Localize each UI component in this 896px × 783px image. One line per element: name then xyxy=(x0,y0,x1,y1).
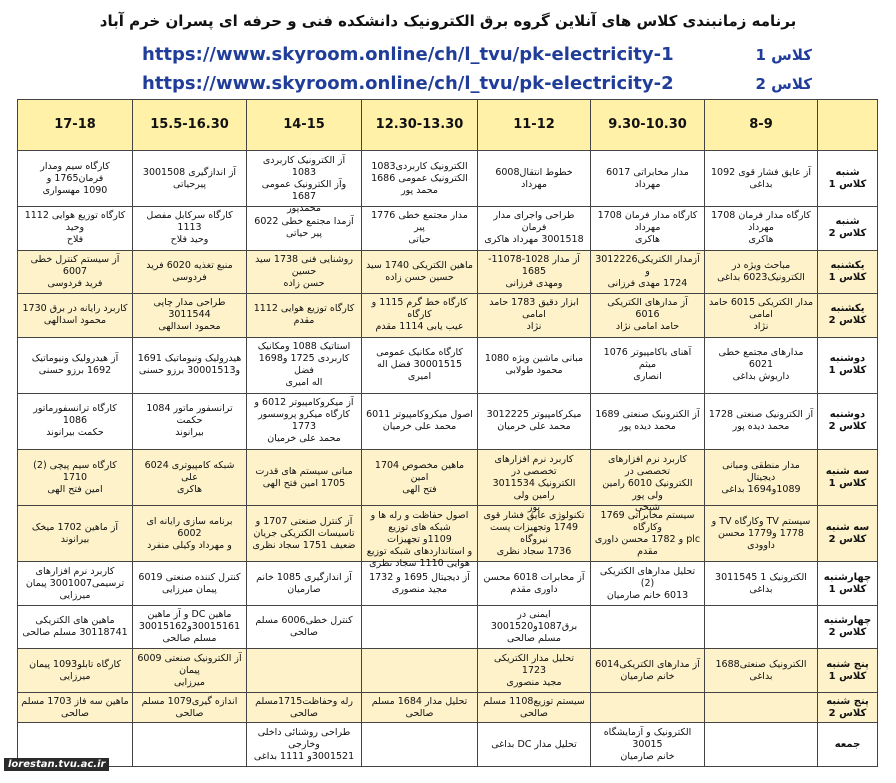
schedule-cell xyxy=(478,250,591,293)
schedule-cell xyxy=(133,649,247,692)
schedule-cell xyxy=(247,605,362,648)
schedule-cell xyxy=(362,294,478,337)
header-time-slot: 17-18 xyxy=(18,100,133,151)
course-text: خطوط انتقال6008 مهرداد xyxy=(495,166,573,190)
course-text: کارگاه سرکابل مفصل 1113 وحید فلاح xyxy=(146,210,233,246)
header-corner xyxy=(818,100,878,151)
schedule-cell xyxy=(247,562,362,605)
schedule-cell xyxy=(362,605,478,648)
course-text: کارگاه توزیع هوایی 1112 وحید فلاح xyxy=(24,210,126,246)
course-text: آز عایق فشار قوی 1092 بداغی xyxy=(710,166,811,190)
course-text: مدار مخابراتی 6017 مهرداد xyxy=(606,166,689,190)
schedule-cell xyxy=(247,393,362,449)
table-body xyxy=(18,151,878,767)
schedule-cell xyxy=(247,649,362,692)
course-text: تحلیل مدارهای الکتریکی (2) 6013 خانم صارمیان xyxy=(599,565,696,601)
schedule-cell xyxy=(478,605,591,648)
course-text: آز دیجیتال 1695 و 1732 مجید منصوری xyxy=(369,571,470,595)
course-text: مدار منطقی ومبانی دیجیتال 1089و1694 بداغی xyxy=(721,459,801,495)
course-text: ماهین سه فاز 1703 مسلم صالحی xyxy=(21,695,129,719)
course-text: کارگاه ترانسفورماتور 1086 حکمت بیرانوند xyxy=(33,403,117,439)
course-text: آز کنترل صنعتی 1707 و تاسیسات الکتریکی جریان ضعیف 1751 سجاد نظری xyxy=(252,515,356,551)
schedule-cell xyxy=(133,337,247,393)
schedule-cell xyxy=(478,207,591,250)
course-text: مباحث ویژه در الکترونیک6023 بداغی xyxy=(717,259,805,283)
schedule-cell xyxy=(478,449,591,513)
day-label: شنبه کلاس 1 xyxy=(818,151,878,207)
course-text: ماهین DC و آز ماهین 30015161و30015162 مسلم صالحی xyxy=(138,609,241,645)
course-text: کاربرد نرم افزارهای تخصصی در الکترونیک 6010 رامین ولی پور شیخی xyxy=(602,453,693,513)
schedule-cell xyxy=(591,649,705,692)
header-time-slot: 12.30-13.30 xyxy=(362,100,478,151)
course-text: اصول حفاظت و رله ها و شبکه های توزیع 1109و تجهیزات و استانداردهای شبکه توزیع هوایی 1110 سجاد نظری xyxy=(366,509,473,569)
course-text: کارگاه سیم پیچی (2) 1710 امین فتح الهی xyxy=(33,459,117,495)
schedule-row xyxy=(18,449,878,505)
header-time-slot: 8-9 xyxy=(705,100,818,151)
course-text: میکرکامپیوتر 3012225 محمد علی خرمیان xyxy=(486,409,582,433)
schedule-table xyxy=(17,99,878,767)
course-text: آزمدا مجتمع خطی 6022 پیر حیاتی xyxy=(254,216,354,240)
schedule-cell xyxy=(591,449,705,513)
schedule-cell xyxy=(591,337,705,393)
schedule-cell xyxy=(591,723,705,767)
day-label: سه شنبه کلاس 2 xyxy=(818,506,878,562)
course-text: ایمنی در برق1087و3001520 مسلم صالحی xyxy=(490,609,578,645)
schedule-cell xyxy=(591,393,705,449)
schedule-cell xyxy=(247,151,362,214)
course-text: آز میکروکامپیوتر 6012 و کارگاه میکرو پروسسور 1773 محمد علی خرمیان xyxy=(254,397,354,445)
schedule-cell xyxy=(591,605,705,648)
schedule-cell xyxy=(591,151,705,207)
schedule-cell xyxy=(591,692,705,723)
class-2-label: کلاس 2 xyxy=(755,75,812,93)
schedule-row xyxy=(18,649,878,692)
course-text: تکنولوژی عایق فشار قوی 1749 وتجهیزات پست نیروگاه 1736 سجاد نظری xyxy=(483,509,585,557)
course-text: آز مدارهای الکتریکی6014 خانم صارمیان xyxy=(595,658,700,682)
header-time-slot: 14-15 xyxy=(247,100,362,151)
course-text: کارگاه تابلو1093 پیمان میرزایی xyxy=(29,658,121,682)
course-text: برنامه سازی رایانه ای 6002 و مهرداد وکیلی منفرد xyxy=(146,515,233,551)
schedule-cell xyxy=(133,605,247,648)
schedule-cell xyxy=(18,250,133,293)
course-text: آز الکترونیک صنعتی 1728 محمد دیده پور xyxy=(708,409,814,433)
course-text: آز مدارهای الکتریکی 6016 حامد امامی نژاد xyxy=(607,297,688,333)
schedule-cell xyxy=(247,506,362,562)
schedule-cell xyxy=(478,337,591,393)
schedule-cell xyxy=(133,393,247,449)
course-text: مبانی سیستم های قدرت 1705 امین فتح الهی xyxy=(255,465,353,489)
schedule-cell xyxy=(478,294,591,337)
schedule-cell xyxy=(133,207,247,250)
schedule-cell xyxy=(705,337,818,393)
site-watermark: lorestan.tvu.ac.ir xyxy=(4,758,109,771)
schedule-cell xyxy=(705,506,818,562)
course-text: آز ماهین 1702 میخک بیرانوند xyxy=(31,521,119,545)
course-text: طراحی واجرای مدار فرمان 3001518 مهرداد هاکری xyxy=(484,210,584,246)
schedule-cell xyxy=(705,605,818,648)
class-1-link[interactable]: https://www.skyroom.online/ch/l_tvu/pk-electricity-1 xyxy=(142,44,674,65)
schedule-cell xyxy=(247,449,362,505)
course-text: تحلیل مدار DC بداغی xyxy=(491,738,577,750)
schedule-cell xyxy=(18,692,133,723)
course-text: کارگاه خط گرم 1115 و کارگاه عیب یابی 1114 مقدم xyxy=(371,297,468,333)
schedule-cell xyxy=(133,506,247,562)
schedule-cell xyxy=(362,449,478,505)
schedule-cell xyxy=(362,250,478,293)
schedule-row xyxy=(18,692,878,723)
schedule-row xyxy=(18,723,878,767)
schedule-cell xyxy=(133,250,247,293)
schedule-cell xyxy=(705,151,818,207)
schedule-cell xyxy=(478,649,591,692)
schedule-cell xyxy=(478,692,591,723)
schedule-cell xyxy=(591,562,705,605)
course-text: منبع تغذیه 6020 فرید فردوسی xyxy=(146,259,233,283)
day-label: چهارشنبه کلاس 2 xyxy=(818,605,878,648)
course-text: کارگاه سیم ومدار فرمان1765 و 1090 مهسواری xyxy=(40,160,110,196)
schedule-cell xyxy=(247,337,362,393)
schedule-cell xyxy=(362,649,478,692)
schedule-cell xyxy=(362,337,478,393)
schedule-cell xyxy=(247,692,362,723)
schedule-cell xyxy=(18,506,133,562)
course-text: اندازه گیری1079 مسلم صالحی xyxy=(141,695,238,719)
course-text: کاربرد نرم افزارهای ترسیمی3001007 پیمان میرزایی xyxy=(25,565,125,601)
schedule-cell xyxy=(705,562,818,605)
course-text: الکترونیک 1 3011545 بداغی xyxy=(715,571,807,595)
schedule-cell xyxy=(591,294,705,337)
course-text: سیستم توزیع1108 مسلم صالحی xyxy=(483,695,585,719)
schedule-cell xyxy=(18,562,133,605)
class-1-label: کلاس 1 xyxy=(755,46,812,64)
course-text: ماهین الکتریکی 1740 سید حسین حسن زاده xyxy=(366,259,473,283)
course-text: مدار مجتمع خطی 1776 پیر حیاتی xyxy=(371,210,468,246)
course-text: الکترونیک صنعتی1688 بداغی xyxy=(715,658,807,682)
schedule-row xyxy=(18,506,878,562)
course-text: استاتیک 1088 ومکانیک کاربردی 1725 و1698 فضل اله امیری xyxy=(257,341,351,389)
day-label: شنبه کلاس 2 xyxy=(818,207,878,250)
schedule-cell xyxy=(591,207,705,250)
course-text: کاربرد رایانه در برق 1730 محمود اسدالهی xyxy=(22,303,128,327)
schedule-cell xyxy=(18,337,133,393)
course-text: آز سیستم کنترل خطی 6007 فرید فردوسی xyxy=(30,253,120,289)
course-text: تحلیل مدار 1684 مسلم صالحی xyxy=(371,695,468,719)
course-text: کارگاه مکانیک عمومی 30001515 فضل اله امیری xyxy=(376,347,463,383)
day-label: پنج شنبه کلاس 2 xyxy=(818,692,878,723)
day-label: پنج شنبه کلاس 1 xyxy=(818,649,878,692)
course-text: مدار الکتریکی 6015 حامد امامی نژاد xyxy=(708,297,814,333)
course-text: هیدرولیک ونیوماتیک 1691 و30001513 برزو حسنی xyxy=(137,353,242,377)
schedule-cell xyxy=(362,393,478,449)
day-label: دوشنبه کلاس 1 xyxy=(818,337,878,393)
schedule-cell xyxy=(133,723,247,767)
schedule-cell xyxy=(247,723,362,767)
course-text: آز هیدرولیک ونیوماتیک 1692 برزو حسنی xyxy=(31,353,119,377)
day-label: سه شنبه کلاس 1 xyxy=(818,449,878,505)
schedule-cell xyxy=(705,649,818,692)
course-text: سیستم TV وکارگاه TV و 1778 و1779 محسن داوودی xyxy=(711,515,811,551)
schedule-cell xyxy=(478,393,591,449)
schedule-cell xyxy=(18,449,133,505)
schedule-row xyxy=(18,605,878,648)
course-text: روشنایی فنی 1738 سید حسین حسن زاده xyxy=(255,253,353,289)
day-label: یکشنبه کلاس 2 xyxy=(818,294,878,337)
header-time-slot: 15.5-16.30 xyxy=(133,100,247,151)
course-text: ابزار دقیق 1783 حامد امامی نژاد xyxy=(489,297,579,333)
header-time-slot: 9.30-10.30 xyxy=(591,100,705,151)
schedule-cell xyxy=(478,151,591,207)
course-text: طراحی روشنائی داخلی وخارجی 3001521و 1111 بداغی xyxy=(253,726,355,762)
schedule-cell xyxy=(705,692,818,723)
course-text: آز الکترونیک صنعتی 1689 محمد دیده پور xyxy=(595,409,700,433)
class-link-row-1 xyxy=(0,44,896,66)
schedule-cell xyxy=(247,250,362,293)
schedule-cell xyxy=(133,294,247,337)
schedule-cell xyxy=(133,692,247,723)
schedule-cell xyxy=(362,506,478,569)
schedule-cell xyxy=(362,207,478,250)
header-row xyxy=(18,100,878,151)
schedule-cell xyxy=(18,649,133,692)
class-link-row-2 xyxy=(0,73,896,95)
course-text: مبانی ماشین ویژه 1080 محمود طولابی xyxy=(484,353,584,377)
schedule-row xyxy=(18,294,878,337)
schedule-cell xyxy=(133,449,247,505)
schedule-cell xyxy=(18,605,133,648)
course-text: الکترونیک و آزمایشگاه 30015 خانم صارمیان xyxy=(603,726,692,762)
schedule-cell xyxy=(247,294,362,337)
course-text: شبکه کامپیوتری 6024 علی هاکری xyxy=(144,459,235,495)
course-text: کاربرد نرم افزارهای تخصصی در الکترونیک 3011534 رامین ولی پور xyxy=(492,453,576,513)
course-text: الکترونیک کاربردی1083 الکترونیک عمومی 1686 محمد پور xyxy=(371,160,468,196)
schedule-cell xyxy=(705,294,818,337)
schedule-cell xyxy=(705,723,818,767)
course-text: آهنای باکامپیوتر 1076 میثم انصاری xyxy=(603,347,692,383)
schedule-cell xyxy=(591,506,705,562)
header-time-slot: 11-12 xyxy=(478,100,591,151)
schedule-row xyxy=(18,151,878,207)
course-text: ترانسفور ماتور 1084 حکمت بیرانوند xyxy=(146,403,233,439)
schedule-cell xyxy=(705,250,818,293)
course-text: مدارهای مجتمع خطی 6021 داریوش بداغی xyxy=(718,347,804,383)
course-text: کنترل کننده صنعتی 6019 پیمان میرزایی xyxy=(138,571,241,595)
course-text: کارگاه مدار فرمان 1708 مهرداد هاکری xyxy=(711,210,811,246)
schedule-cell xyxy=(18,207,133,250)
schedule-row xyxy=(18,207,878,250)
page-title: برنامه زمانبندی کلاس های آنلاین گروه برق الکترونیک دانشکده فنی و حرفه ای پسران خرم آباد xyxy=(99,12,797,30)
schedule-cell xyxy=(478,506,591,562)
course-text: تحلیل مدار الکتریکی 1723 مجید منصوری xyxy=(493,652,575,688)
course-text: آز الکترونیک کاربردی 1083 وآز الکترونیک عمومی 1687 محمدپور xyxy=(261,154,347,214)
day-label: دوشنبه کلاس 2 xyxy=(818,393,878,449)
schedule-cell xyxy=(591,250,705,293)
schedule-cell xyxy=(705,207,818,250)
schedule-cell xyxy=(362,723,478,767)
course-text: طراحی مدار چاپی 3011544 محمود اسدالهی xyxy=(153,297,226,333)
schedule-row xyxy=(18,337,878,393)
schedule-cell xyxy=(478,562,591,605)
schedule-cell xyxy=(18,151,133,207)
schedule-cell xyxy=(705,393,818,449)
course-text: آز اندازگیری 1085 خانم صارمیان xyxy=(256,571,352,595)
class-2-link[interactable]: https://www.skyroom.online/ch/l_tvu/pk-electricity-2 xyxy=(142,73,674,94)
schedule-cell xyxy=(705,449,818,505)
schedule-row xyxy=(18,250,878,293)
schedule-row xyxy=(18,393,878,449)
course-text: ماهین مخصوص 1704 امین فتح الهی xyxy=(374,459,465,495)
course-text: آز اندازگیری 3001508 پیرحیاتی xyxy=(142,166,237,190)
schedule-cell xyxy=(478,723,591,767)
day-label: یکشنبه کلاس 1 xyxy=(818,250,878,293)
course-text: ماهین های الکتریکی 30118741 مسلم صالحی xyxy=(22,615,128,639)
course-text: سیستم مخابراتی 1769 وکارگاه plc و 1782 محسن داوری مقدم xyxy=(594,509,701,557)
course-text: کارگاه مدار فرمان 1708 مهرداد هاکری xyxy=(597,210,698,246)
schedule-cell xyxy=(362,151,478,207)
course-text: کنترل خطی6006 مسلم صالحی xyxy=(255,615,353,639)
schedule-cell xyxy=(18,294,133,337)
course-text: آزمدار الکتریکی3012226 و 1724 مهدی فرزانی xyxy=(595,253,700,289)
course-text: کارگاه توزیع هوایی 1112 مقدم xyxy=(253,303,355,327)
schedule-cell xyxy=(133,562,247,605)
course-text: رله وحفاظت1715مسلم صالحی xyxy=(255,695,353,719)
course-text: آز مخابرات 6018 محسن داوری مقدم xyxy=(483,571,585,595)
schedule-cell xyxy=(362,692,478,723)
schedule-cell xyxy=(133,151,247,207)
day-label: چهارشنبه کلاس 1 xyxy=(818,562,878,605)
course-text: آز الکترونیک صنعتی 6009 پیمان میرزایی xyxy=(137,652,242,688)
course-text: اصول میکروکامپیوتر 6011 محمد علی خرمیان xyxy=(366,409,473,433)
day-label: جمعه xyxy=(818,723,878,767)
course-text: آز مدار 1028-11078-1685 ومهدی فرزانی xyxy=(488,253,580,289)
schedule-cell xyxy=(18,393,133,449)
